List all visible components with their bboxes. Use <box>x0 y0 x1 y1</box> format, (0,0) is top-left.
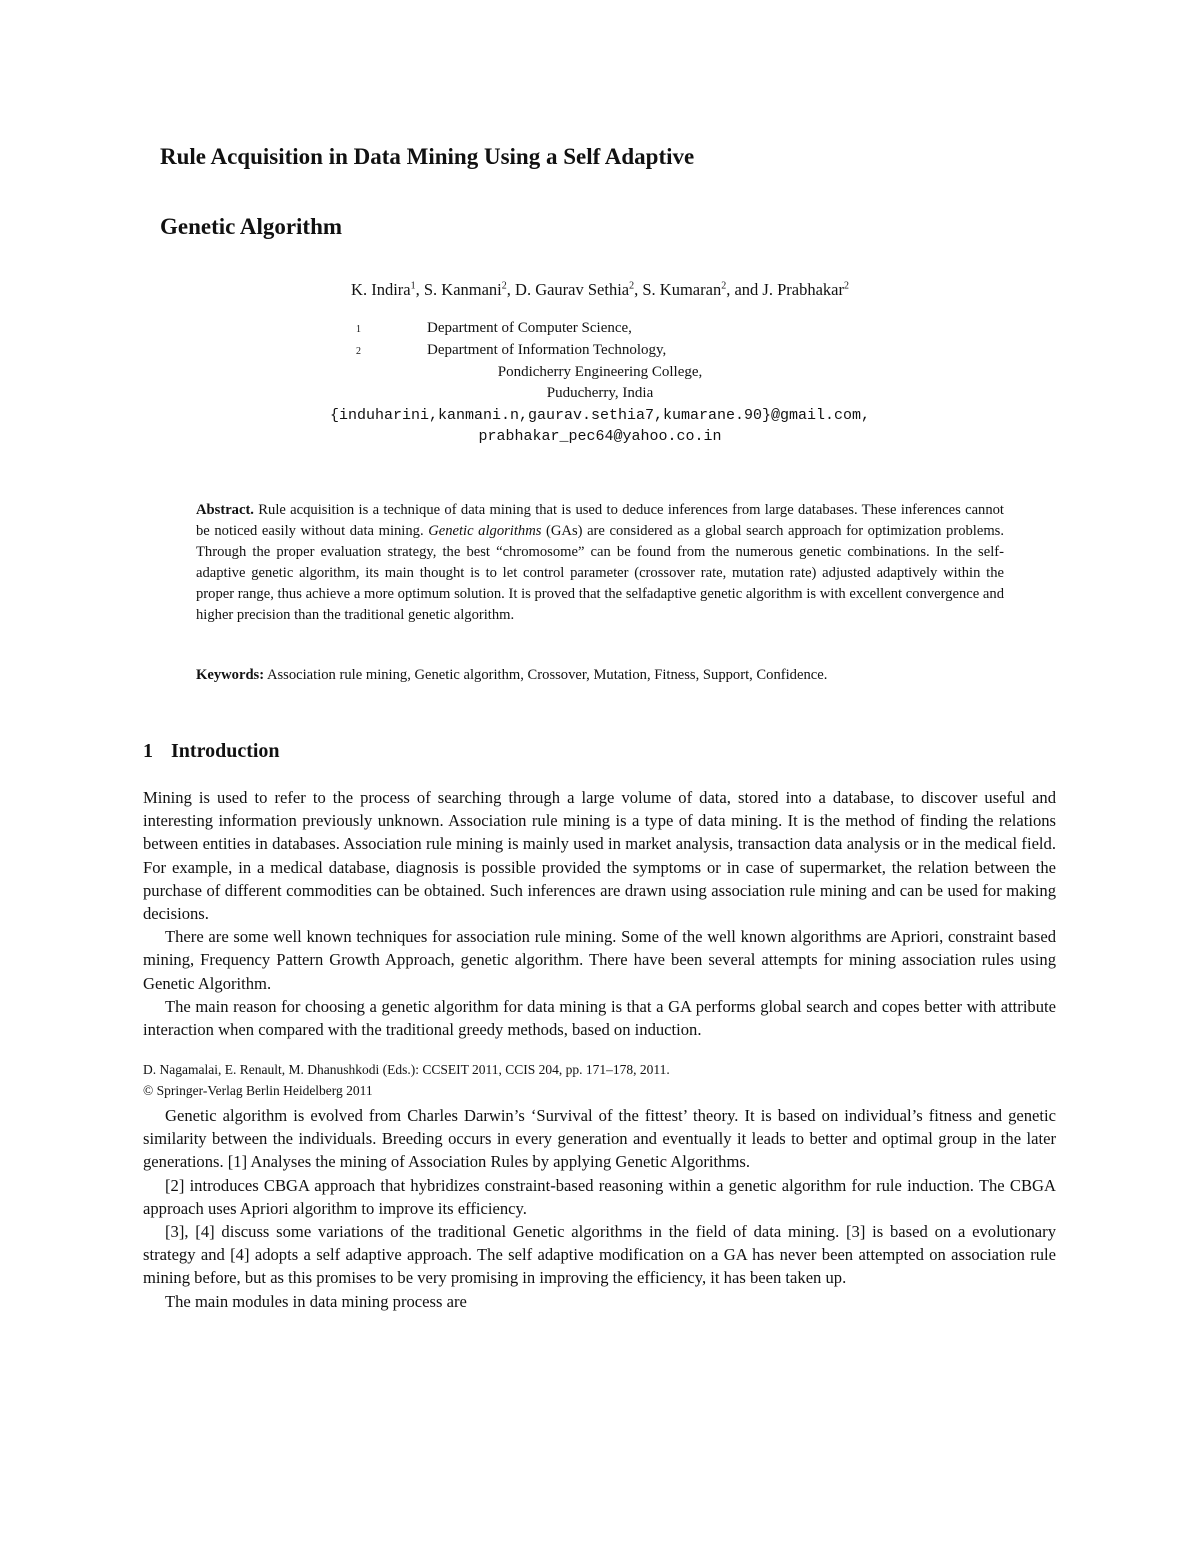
keywords-text: Association rule mining, Genetic algorithm, Crossover, Mutation, Fitness, Support, Confidence. <box>264 667 828 683</box>
author-separator: , <box>634 280 643 299</box>
body-paragraph: [3], [4] discuss some variations of the traditional Genetic algorithms in the field of data mining. [3] is based on a evolutionary strategy and [4] adopts a self adaptive approach. The self adaptive modification on a GA has never been attempted on association rule mining before, but as this promises to be very promising in improving the efficiency, it has been taken up. <box>143 1222 1056 1288</box>
body-paragraph: [2] introduces CBGA approach that hybridizes constraint-based reasoning within a genetic algorithm for rule induction. The CBGA approach uses Apriori algorithm to improve its efficiency. <box>143 1175 1056 1218</box>
author-separator: , <box>506 280 516 299</box>
body-paragraph: There are some well known techniques for association rule mining. Some of the well known algorithms are Apriori, constraint based mining, Frequency Pattern Growth Approach, genetic algorithm. There have been several attempts for mining association rules using Genetic Algorithm. <box>143 927 1056 993</box>
body-paragraph: The main reason for choosing a genetic algorithm for data mining is that a GA performs global search and copes better with attribute interaction when compared with the traditional greedy methods, based on induction. <box>143 996 1056 1040</box>
author-name: K. Indira <box>351 280 411 299</box>
abstract-text: Rule acquisition is a technique of data mining that is used to deduce inferences from large databases. These inferences cannot be noticed easily without data mining. <box>196 502 1004 539</box>
author-list <box>0 280 1200 300</box>
section-heading-introduction <box>143 740 280 763</box>
keywords-label: Keywords: <box>196 667 265 683</box>
author-separator: , and <box>726 280 763 299</box>
author-name: J. Prabhakar <box>762 280 844 299</box>
author-affil-mark: 1 <box>410 280 416 292</box>
body-paragraph: The main modules in data mining process are <box>165 1291 467 1311</box>
author-affil-mark: 2 <box>843 280 849 292</box>
affiliation-text: Department of Information Technology, <box>427 342 667 358</box>
affiliation-text: Department of Computer Science, <box>427 320 632 336</box>
author-separator: , <box>415 280 424 299</box>
introduction-text-lower <box>143 1104 1056 1313</box>
introduction-text-upper <box>143 786 1056 1041</box>
author-affil-mark: 2 <box>501 280 507 292</box>
affiliation-college: Pondicherry Engineering College, <box>497 364 703 380</box>
author-name: S. Kanmani <box>423 280 502 299</box>
author-affil-mark: 2 <box>721 280 727 292</box>
abstract <box>196 500 1004 626</box>
author-emails-line-1[interactable]: {induharini,kanmani.n,gaurav.sethia7,kumarane.90}@gmail.com, <box>329 407 871 424</box>
paper-title-line-2: Genetic Algorithm <box>160 214 343 239</box>
author-name: D. Gaurav Sethia <box>515 280 630 299</box>
author-affil-mark: 2 <box>629 280 635 292</box>
author-emails-line-2[interactable]: prabhakar_pec64@yahoo.co.in <box>478 428 722 445</box>
affiliation-location: Puducherry, India <box>546 385 654 401</box>
affiliation-number: 1 <box>356 324 361 335</box>
affiliation-number: 2 <box>356 346 361 357</box>
keywords <box>196 665 1004 686</box>
section-title: Introduction <box>171 740 280 762</box>
abstract-emphasis: Genetic algorithms <box>428 523 542 539</box>
author-name: S. Kumaran <box>642 280 722 299</box>
paper-title-line-1: Rule Acquisition in Data Mining Using a Self Adaptive <box>160 144 695 169</box>
abstract-label: Abstract. <box>196 502 254 518</box>
abstract-text: (GAs) are considered as a global search approach for optimization problems. Through the proper evaluation strategy, the best “chromosome” can be found from the numerous genetic combinations. In the self-adaptive genetic algorithm, its main thought is to let control parameter (crossover rate, mutation rate) adjusted adaptively within the proper range, thus achieve a more optimum solution. It is proved that the selfadaptive genetic algorithm is with excellent convergence and higher precision than the traditional genetic algorithm. <box>196 523 1004 623</box>
citation-note: D. Nagamalai, E. Renault, M. Dhanushkodi (Eds.): CCSEIT 2011, CCIS 204, pp. 171–178, 2011. <box>143 1062 670 1077</box>
body-paragraph: Genetic algorithm is evolved from Charles Darwin’s ‘Survival of the fittest’ theory. It is based on individual’s fitness and genetic similarity between the individuals. Breeding occurs in every generation and eventually it leads to better and optimal group in the later generations. [1] Analyses the mining of Association Rules by applying Genetic Algorithms. <box>143 1106 1056 1172</box>
section-number: 1 <box>143 740 153 762</box>
body-paragraph: Mining is used to refer to the process of searching through a large volume of data, stored into a database, to discover useful and interesting information previously unknown. Association rule mining is a type of data mining. It is the method of finding the relations between entities in databases. Association rule mining is mainly used in market analysis, transaction data analysis or in the medical field. For example, in a medical database, diagnosis is possible provided the symptoms or in case of supermarket, the relation between the purchase of different commodities can be obtained. Such inferences are drawn using association rule mining and can be used for making decisions. <box>143 788 1056 924</box>
copyright-note: © Springer-Verlag Berlin Heidelberg 2011 <box>143 1083 373 1098</box>
